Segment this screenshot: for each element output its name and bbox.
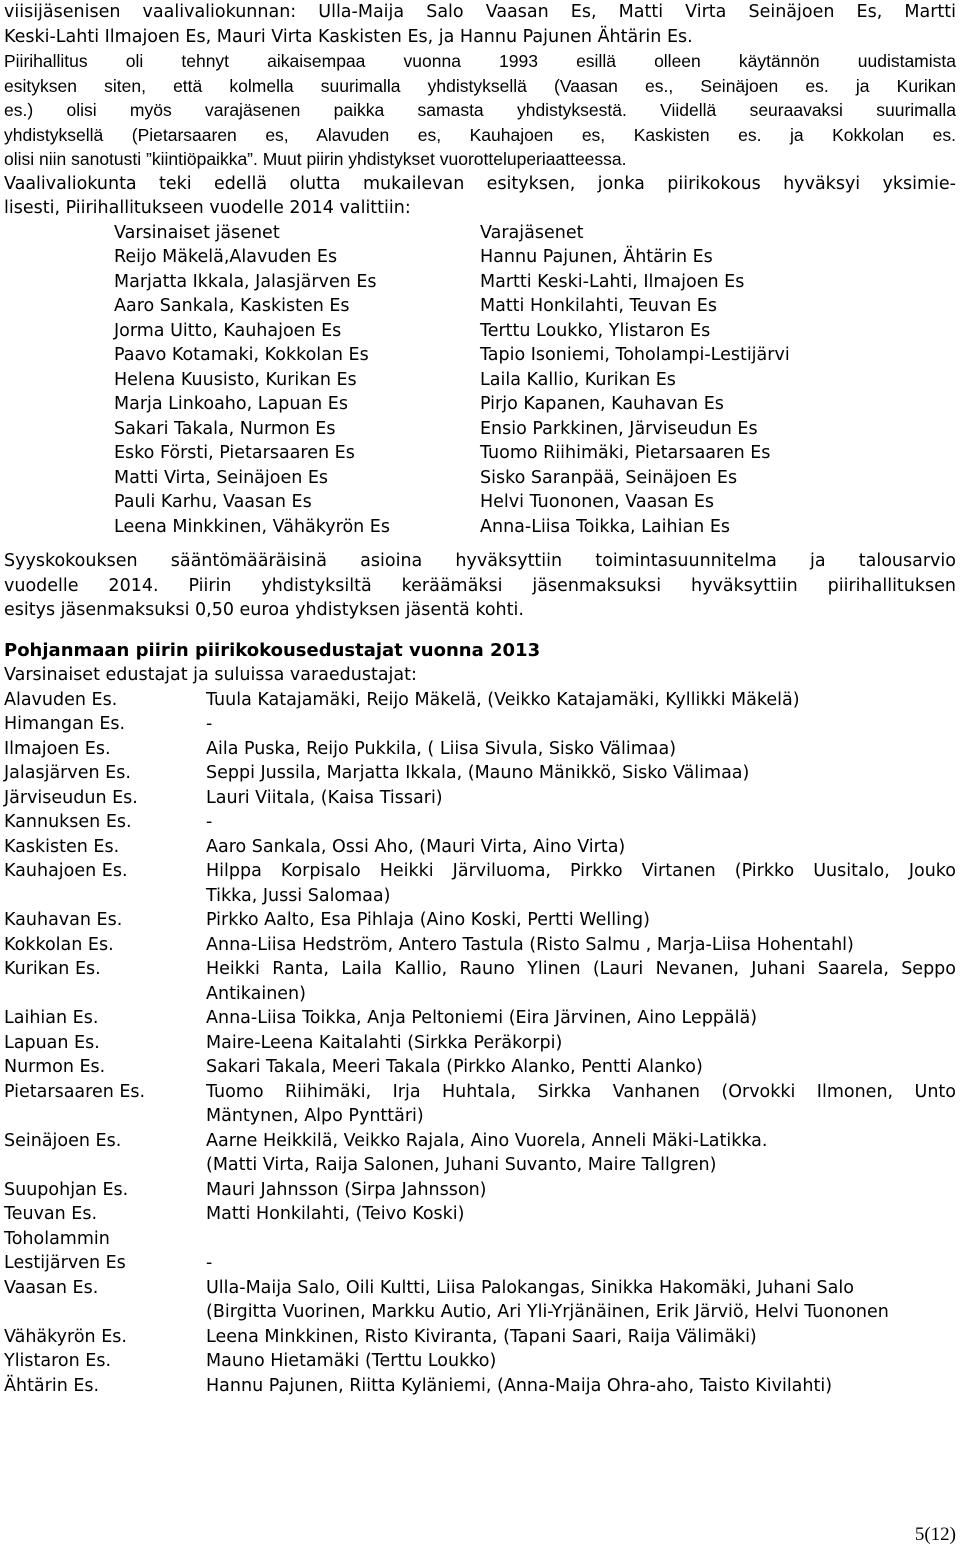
delegate-names xyxy=(206,859,956,908)
delegate-row xyxy=(4,688,956,713)
club-name: Lestijärven Es xyxy=(4,1253,126,1273)
delegate-row xyxy=(4,761,956,786)
delegate-names-line: Hannu Pajunen, Riitta Kyläniemi, (Anna-Maija Ohra-aho, Taisto Kivilahti) xyxy=(206,1375,833,1396)
regular-member: Marja Linkoaho, Lapuan Es xyxy=(114,394,348,414)
delegate-names xyxy=(206,1349,956,1374)
club-name: Himangan Es. xyxy=(4,714,126,734)
delegate-row xyxy=(4,1080,956,1129)
club-name: Jalasjärven Es. xyxy=(4,763,131,783)
document-page xyxy=(4,0,956,1398)
delegate-names-line: Pirkko Aalto, Esa Pihlaja (Aino Koski, Pertti Welling) xyxy=(206,910,650,930)
delegate-row xyxy=(4,1325,956,1350)
delegate-row xyxy=(4,908,956,933)
board-members-table xyxy=(114,221,956,540)
intro-line: viisijäsenisen vaalivaliokunnan: Ulla-Maija Salo Vaasan Es, Matti Virta Seinäjoen Es, Martti xyxy=(4,2,956,22)
deputy-member: Matti Honkilahti, Teuvan Es xyxy=(480,296,717,316)
delegate-names-line: Heikki Ranta, Laila Kallio, Rauno Ylinen (Lauri Nevanen, Juhani Saarela, Seppo xyxy=(206,959,956,979)
regular-member: Reijo Mäkelä,Alavuden Es xyxy=(114,247,338,267)
board-header-row xyxy=(114,221,956,246)
regular-member: Aaro Sankala, Kaskisten Es xyxy=(114,296,350,316)
intro-line: es.) olisi myös varajäsenen paikka samasta yhdistyksestä. Viidellä seuraavaksi suurimalla xyxy=(4,100,956,120)
club-name: Lapuan Es. xyxy=(4,1032,100,1053)
delegate-names xyxy=(206,712,956,737)
delegate-names-line: (Birgitta Vuorinen, Markku Autio, Ari Yli-Yrjänäinen, Erik Järviö, Helvi Tuononen xyxy=(206,1302,889,1322)
regular-member: Pauli Karhu, Vaasan Es xyxy=(114,492,312,512)
delegate-row xyxy=(4,1129,956,1178)
club-name: Vaasan Es. xyxy=(4,1277,99,1298)
delegate-names xyxy=(206,1006,956,1031)
intro-text xyxy=(4,0,956,221)
delegate-names-line: - xyxy=(206,812,213,832)
delegate-names-line: Matti Honkilahti, (Teivo Koski) xyxy=(206,1204,465,1224)
delegate-names-line: Mauri Jahnsson (Sirpa Jahnsson) xyxy=(206,1179,487,1200)
delegate-names-line: Tuomo Riihimäki, Irja Huhtala, Sirkka Vanhanen (Orvokki Ilmonen, Unto xyxy=(206,1081,956,1102)
delegate-names xyxy=(206,786,956,811)
intro-line: esityksen siten, että kolmella suurimalla yhdistyksellä (Vaasan es., Seinäjoen es. ja Kurikan xyxy=(4,75,956,96)
delegate-names xyxy=(206,1251,956,1276)
delegate-names xyxy=(206,1276,956,1325)
board-row xyxy=(114,294,956,319)
club-name: Seinäjoen Es. xyxy=(4,1130,122,1151)
delegate-names-line: - xyxy=(206,714,213,734)
delegates-heading: Pohjanmaan piirin piirikokousedustajat vuonna 2013 xyxy=(4,639,541,661)
deputy-member: Helvi Tuononen, Vaasan Es xyxy=(480,492,715,512)
delegate-names-line: Antikainen) xyxy=(206,983,306,1004)
delegate-row xyxy=(4,859,956,908)
regular-member: Leena Minkkinen, Vähäkyrön Es xyxy=(114,516,390,537)
delegate-row xyxy=(4,1031,956,1056)
delegate-names xyxy=(206,810,956,835)
intro-line: Piirihallitus oli tehnyt aikaisempaa vuonna 1993 esillä olleen käytännön uudistamista xyxy=(4,51,956,71)
delegate-row xyxy=(4,712,956,737)
delegate-names xyxy=(206,957,956,1006)
club-name: Vähäkyrön Es. xyxy=(4,1326,127,1347)
delegate-row xyxy=(4,737,956,762)
club-name: Kurikan Es. xyxy=(4,959,101,979)
board-row xyxy=(114,417,956,442)
delegate-names-line: Tikka, Jussi Salomaa) xyxy=(206,885,391,906)
delegate-names-line: Seppi Jussila, Marjatta Ikkala, (Mauno Mänikkö, Sisko Välimaa) xyxy=(206,763,750,783)
club-name: Kokkolan Es. xyxy=(4,934,114,955)
club-name: Suupohjan Es. xyxy=(4,1179,129,1200)
club-name: Alavuden Es. xyxy=(4,689,118,710)
delegate-names-line: Sakari Takala, Meeri Takala (Pirkko Alanko, Pentti Alanko) xyxy=(206,1057,703,1077)
delegate-row xyxy=(4,1055,956,1080)
delegate-row xyxy=(4,933,956,958)
deputy-members-heading: Varajäsenet xyxy=(480,222,584,243)
delegate-names-line: Anna-Liisa Toikka, Anja Peltoniemi (Eira Järvinen, Aino Leppälä) xyxy=(206,1008,758,1028)
deputy-member: Hannu Pajunen, Ähtärin Es xyxy=(480,247,713,267)
delegate-names xyxy=(206,933,956,958)
delegate-row xyxy=(4,1227,956,1252)
delegate-names xyxy=(206,1080,956,1129)
deputy-member: Tuomo Riihimäki, Pietarsaaren Es xyxy=(480,443,771,463)
delegates-list xyxy=(4,688,956,1399)
deputy-member: Anna-Liisa Toikka, Laihian Es xyxy=(480,516,731,537)
delegate-row xyxy=(4,1349,956,1374)
delegate-names xyxy=(206,761,956,786)
delegate-names xyxy=(206,1178,956,1203)
delegate-names-line: Aarne Heikkilä, Veikko Rajala, Aino Vuorela, Anneli Mäki-Latikka. xyxy=(206,1130,768,1151)
delegate-row xyxy=(4,786,956,811)
club-name: Nurmon Es. xyxy=(4,1057,106,1077)
board-row xyxy=(114,319,956,344)
delegate-names xyxy=(206,1227,956,1252)
delegate-names xyxy=(206,1325,956,1350)
page-number: 5(12) xyxy=(914,1524,956,1545)
regular-member: Sakari Takala, Nurmon Es xyxy=(114,418,336,439)
delegate-names-line: - xyxy=(206,1253,213,1273)
delegate-names-line: Maire-Leena Kaitalahti (Sirkka Peräkorpi) xyxy=(206,1032,563,1053)
delegate-names-line: Aaro Sankala, Ossi Aho, (Mauri Virta, Aino Virta) xyxy=(206,836,626,857)
club-name: Toholammin xyxy=(4,1228,110,1249)
deputy-member: Laila Kallio, Kurikan Es xyxy=(480,369,676,390)
board-row xyxy=(114,466,956,491)
delegate-row xyxy=(4,957,956,1006)
regular-members-heading: Varsinaiset jäsenet xyxy=(114,222,280,243)
club-name: Laihian Es. xyxy=(4,1008,99,1028)
regular-member: Paavo Kotamaki, Kokkolan Es xyxy=(114,345,369,365)
delegate-names-line xyxy=(206,1227,956,1252)
delegate-row xyxy=(4,835,956,860)
intro-line: Keski-Lahti Ilmajoen Es, Mauri Virta Kaskisten Es, ja Hannu Pajunen Ähtärin Es. xyxy=(4,26,693,47)
delegate-names-line: Tuula Katajamäki, Reijo Mäkelä, (Veikko Katajamäki, Kyllikki Mäkelä) xyxy=(206,689,800,710)
delegate-names xyxy=(206,1374,956,1399)
board-row xyxy=(114,270,956,295)
deputy-member: Terttu Loukko, Ylistaron Es xyxy=(480,320,711,341)
delegate-names xyxy=(206,1055,956,1080)
regular-member: Esko Försti, Pietarsaaren Es xyxy=(114,443,355,463)
regular-member: Marjatta Ikkala, Jalasjärven Es xyxy=(114,271,377,292)
deputy-member: Martti Keski-Lahti, Ilmajoen Es xyxy=(480,271,745,292)
delegate-names-line: Ulla-Maija Salo, Oili Kultti, Liisa Palokangas, Sinikka Hakomäki, Juhani Salo xyxy=(206,1277,854,1298)
delegate-names-line: Hilppa Korpisalo Heikki Järviluoma, Pirkko Virtanen (Pirkko Uusitalo, Jouko xyxy=(206,861,956,881)
delegate-names-line: Aila Puska, Reijo Pukkila, ( Liisa Sivula, Sisko Välimaa) xyxy=(206,738,677,759)
deputy-member: Sisko Saranpää, Seinäjoen Es xyxy=(480,467,738,488)
board-row xyxy=(114,441,956,466)
delegate-names xyxy=(206,908,956,933)
board-row xyxy=(114,515,956,540)
board-rows xyxy=(114,245,956,539)
intro-line: olisi niin sanotusti ”kiintiöpaikka”. Muut piirin yhdistykset vuorotteluperiaatteessa. xyxy=(4,149,627,169)
regular-member: Matti Virta, Seinäjoen Es xyxy=(114,467,329,488)
delegates-subtitle: Varsinaiset edustajat ja suluissa varaedustajat: xyxy=(4,665,417,685)
delegate-names-line: (Matti Virta, Raija Salonen, Juhani Suvanto, Maire Tallgren) xyxy=(206,1155,717,1175)
deputy-member: Pirjo Kapanen, Kauhavan Es xyxy=(480,394,724,414)
regular-member: Jorma Uitto, Kauhajoen Es xyxy=(114,320,342,341)
delegate-names-line: Lauri Viitala, (Kaisa Tissari) xyxy=(206,787,443,808)
delegate-names xyxy=(206,688,956,713)
delegate-row xyxy=(4,1276,956,1325)
board-row xyxy=(114,368,956,393)
board-row xyxy=(114,343,956,368)
club-name: Ähtärin Es. xyxy=(4,1375,100,1396)
board-row xyxy=(114,490,956,515)
club-name: Kannuksen Es. xyxy=(4,812,132,832)
club-name: Kaskisten Es. xyxy=(4,836,120,857)
budget-line: Syyskokouksen sääntömääräisinä asioina hyväksyttiin toimintasuunnitelma ja talousarvio xyxy=(4,551,956,571)
delegate-row xyxy=(4,810,956,835)
delegate-names-line: Leena Minkkinen, Risto Kiviranta, (Tapani Saari, Raija Välimäki) xyxy=(206,1326,757,1347)
delegate-names xyxy=(206,1202,956,1227)
delegate-names-line: Mäntynen, Alpo Pynttäri) xyxy=(206,1106,424,1126)
club-name: Teuvan Es. xyxy=(4,1204,98,1224)
delegate-names-line: Anna-Liisa Hedström, Antero Tastula (Risto Salmu , Marja-Liisa Hohentahl) xyxy=(206,934,854,955)
club-name: Ylistaron Es. xyxy=(4,1351,112,1371)
club-name: Pietarsaaren Es. xyxy=(4,1081,146,1102)
budget-line: esitys jäsenmaksuksi 0,50 euroa yhdistyksen jäsentä kohti. xyxy=(4,600,524,620)
club-name: Ilmajoen Es. xyxy=(4,738,111,759)
regular-member: Helena Kuusisto, Kurikan Es xyxy=(114,369,357,390)
club-name: Järviseudun Es. xyxy=(4,787,138,808)
delegate-names xyxy=(206,1031,956,1056)
club-name: Kauhavan Es. xyxy=(4,910,123,930)
delegate-row xyxy=(4,1006,956,1031)
delegate-row xyxy=(4,1374,956,1399)
delegate-names xyxy=(206,737,956,762)
delegate-names xyxy=(206,1129,956,1178)
board-row xyxy=(114,245,956,270)
delegate-names-line: Mauno Hietamäki (Terttu Loukko) xyxy=(206,1351,497,1371)
delegate-row xyxy=(4,1251,956,1276)
intro-line: lisesti, Piirihallitukseen vuodelle 2014 valittiin: xyxy=(4,198,411,218)
delegate-row xyxy=(4,1202,956,1227)
club-name: Kauhajoen Es. xyxy=(4,861,128,881)
intro-line: yhdistyksellä (Pietarsaaren es, Alavuden es, Kauhajoen es, Kaskisten es. ja Kokkolan es. xyxy=(4,124,956,145)
board-row xyxy=(114,392,956,417)
delegate-names xyxy=(206,835,956,860)
deputy-member: Tapio Isoniemi, Toholampi-Lestijärvi xyxy=(480,345,790,365)
intro-line: Vaalivaliokunta teki edellä olutta mukailevan esityksen, jonka piirikokous hyväksyi yksimie- xyxy=(4,173,956,194)
deputy-member: Ensio Parkkinen, Järviseudun Es xyxy=(480,418,758,439)
budget-paragraph xyxy=(4,549,956,623)
delegate-row xyxy=(4,1178,956,1203)
budget-line: vuodelle 2014. Piirin yhdistyksiltä keräämäksi jäsenmaksuksi hyväksyttiin piirihallituksen xyxy=(4,575,956,596)
